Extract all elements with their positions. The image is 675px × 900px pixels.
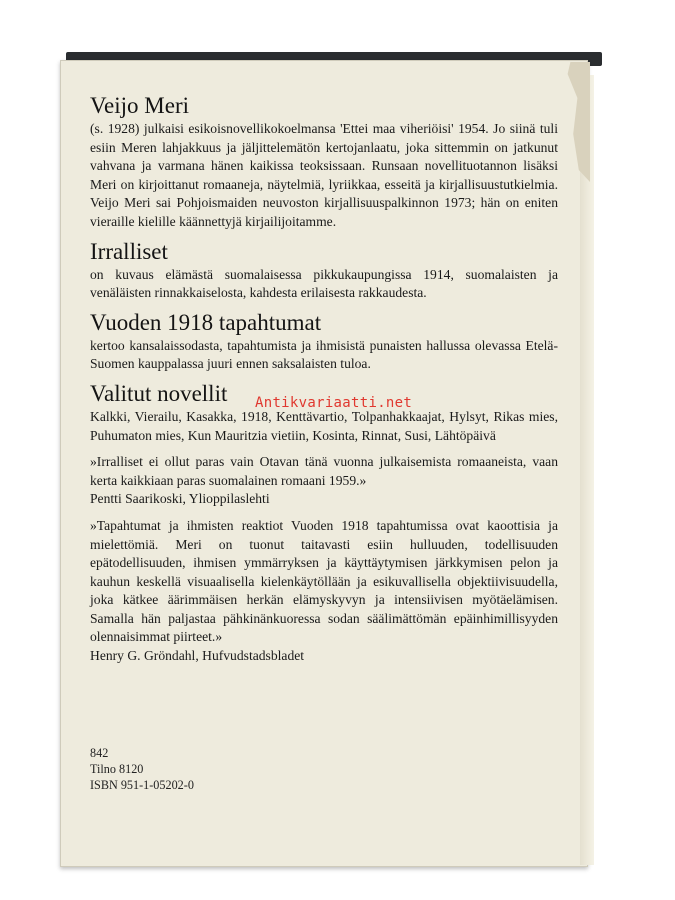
book-description: on kuvaus elämästä suomalaisessa pikkukaupungissa 1914, suomalaisten ja venäläisten rinnakkaiselosta, kahdesta erilaisesta rakkaudesta. [90,266,558,301]
publication-info [90,745,194,793]
class-code: 842 [90,746,109,760]
watermark-text: Antikvariaatti.net [255,395,413,411]
book-title: Valitut novellit [90,380,228,406]
tilno: Tilno 8120 [90,762,144,776]
cover-text-block [90,92,558,666]
review-quote [90,453,558,509]
quote-text: »Irralliset ei ollut paras vain Otavan tänä vuonna julkaisemista romaaneista, vaan kerta kaikkiaan paras suomalainen romaani 1959.» [90,454,558,488]
cover-page-edge [580,75,594,865]
book-description: kertoo kansalaissodasta, tapahtumista ja ihmisistä punaisten hallussa olevassa Etelä-Suomen kauppalassa juuri ennen saksalaisten tuloa. [90,337,558,372]
quote-attribution: Pentti Saarikoski, Ylioppilaslehti [90,491,270,507]
quote-attribution: Henry G. Gröndahl, Hufvudstadsbladet [90,648,305,664]
isbn: ISBN 951-1-05202-0 [90,778,194,792]
author-name: Veijo Meri [90,93,190,118]
story-list: Kalkki, Vierailu, Kasakka, 1918, Kenttävartio, Tolpanhakkaajat, Hylsyt, Rikas mies, Puhumaton mies, Kun Mauritzia vietiin, Kosinta, Rinnat, Susi, Lähtöpäivä [90,408,558,443]
review-quote [90,517,558,666]
book-title: Vuoden 1918 tapahtumat [90,309,322,335]
book-section-irralliset [90,238,558,303]
book-section-valitut-novellit [90,380,558,445]
author-section [90,92,558,232]
author-bio: (s. 1928) julkaisi esikoisnovellikokoelmansa 'Ettei maa viheriöisi' 1954. Jo siinä tuli esiin Meren lahjakkuus ja jäljittelemätön kertojanlaatu, joka sittemmin on jatkunut vahvana ja varmana hänen kaikissa teoksissaan. Runsaan novellituotannon lisäksi Meri on kirjoittanut romaaneja, näytelmiä, lyriikkaa, esseitä ja kirjallisuustutkielmia. Veijo Meri sai Pohjoismaiden neuvoston kirjallisuuspalkinnon 1973; hän on eniten vieraille kielille käännettyjä kirjailijoitamme. [90,121,558,229]
book-section-vuoden-1918 [90,309,558,374]
book-title: Irralliset [90,238,168,264]
quote-text: »Tapahtumat ja ihmisten reaktiot Vuoden 1918 tapahtumissa ovat kaoottisia ja mielettömiä. Meri on tuonut taitavasti esiin hulluuden, todellisuuden epätodellisuuden, ihmisen ymmärryksen ja käyttäytymisen järkkymisen pelon ja kauhun keskellä visuaalisella kielenkäytöllään ja esikuvallisella objektiivisuudella, joka kätkee äärimmäisen herkän elämyskyvyn ja intensiivisen myötäelämisen. Samalla hän paljastaa pähkinänkuoressa sodan säälimättömän epäinhimillisyyden olennaisimmat piirteet.» [90,517,558,645]
